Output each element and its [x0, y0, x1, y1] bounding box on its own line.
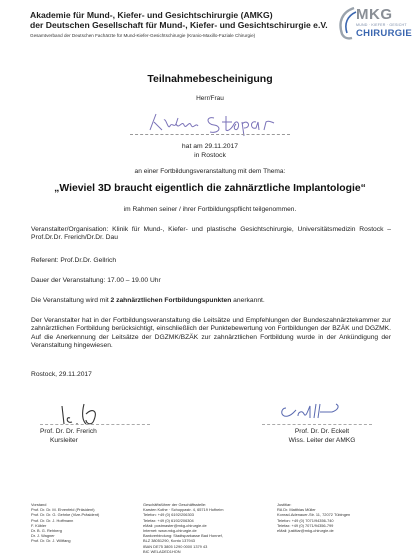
signature-line-right — [262, 424, 372, 425]
footer-line: BIC WELADED1HON — [143, 548, 181, 554]
footer-legal-column — [277, 502, 350, 533]
attendance-date: hat am 29.11.2017 — [181, 143, 239, 150]
logo-tagline: MUND · KIEFER · GESICHT — [356, 23, 407, 27]
letterhead-line-1: Akademie für Mund-, Kiefer- und Gesichtschirurgie (AMKG) — [30, 10, 273, 20]
footer-line: Dr. B. G. Rehberg — [31, 528, 62, 534]
points-suffix: anerkannt. — [231, 297, 265, 304]
footer-office-column — [143, 502, 223, 554]
footer-line: Telefon: +49 (0) 7071/94356-740 — [277, 517, 334, 523]
intro-text: an einer Fortbildungsveranstaltung mit dem Thema: — [134, 168, 286, 175]
letterhead-line-3: Gesamtverband der Deutschen Fachärzte für Mund-Kiefer-Gesichtschirurgie (Kranio-Maxillo-Faziale Chirurgie) — [30, 33, 256, 38]
event-theme: „Wieviel 3D braucht eigentlich die zahnärztliche Implantologie“ — [54, 183, 366, 194]
referent-text: Referent: Prof.Dr.Dr. Gellrich — [31, 257, 117, 264]
signatory-right-role: Wiss. Leiter der AMKG — [288, 436, 356, 444]
footer-line: Dr. J. Wagner — [31, 533, 55, 539]
footer-line: F. Kübler — [31, 522, 47, 528]
attendance-place: in Rostock — [194, 151, 226, 159]
signature-eckelt — [276, 398, 352, 422]
footer-line: IBAN DE75 3805 1290 0000 1379 43 — [143, 543, 208, 549]
footer-board-column — [31, 502, 99, 544]
footer-line: eMail: justitiar@mkg-chirurgie.de — [277, 528, 334, 534]
duration-text: Dauer der Veranstaltung: 17.00 – 19.00 Uhr — [31, 277, 161, 284]
signatory-left-role: Kursleiter — [50, 436, 78, 444]
organizer-text: Veranstalter/Organisation: Klinik für Mund-, Kiefer- und plastische Gesichtschirurgie, Universitätsmedizin Rostock – Prof.Dr.Dr. Frerich/Dr.Dr. Dau — [31, 226, 391, 242]
signatory-left-name: Prof. Dr. Dr. Frerich — [40, 428, 97, 435]
footer-line: Justitiar: — [277, 502, 292, 507]
footer-line: Telefax: +49 (0) 7071/94356-799 — [277, 522, 334, 528]
signatory-left — [40, 428, 150, 446]
footer-line: Konrad-Adenauer-Str. 11, 72072 Tübingen — [277, 512, 351, 518]
place-date: Rostock, 29.11.2017 — [31, 371, 92, 378]
footer-line: Prof. Dr. Dr. J. Wiltfang — [31, 538, 71, 544]
footer-line: Vorstand — [31, 502, 47, 507]
footer-line: Internet: www.mkg-chirurgie.de — [143, 528, 197, 534]
footer-line: Prof. Dr. Dr. J. Hoffmann — [31, 517, 74, 523]
guidelines-paragraph: Der Veranstalter hat in der Fortbildungsveranstaltung die Leitsätze und Empfehlungen der Bundeszahnärztekammer zur zahnärztlichen Fortbildung berücksichtigt, einschließlich der Punktebewertung von Fortbildungen der BZÄK und DGZMK. Auf die Anerkennung der Leitsätze der DGZMK/BZÄK zur zahnärztlichen Fortbildung wurde in der Ankündigung der Veranstaltung hingewiesen. — [31, 317, 391, 350]
certificate-title: Teilnahmebescheinigung — [147, 73, 273, 85]
footer-line: Telefon: +49 (0) 6192/206303 — [143, 512, 194, 518]
footer-line: RA Dr. Matthias Müller — [277, 507, 316, 513]
points-prefix: Die Veranstaltung wird mit — [31, 297, 111, 304]
logo-mkg-text: MKG — [356, 6, 393, 23]
footer-line: Prof. Dr. Dr. G. Gehrke (Vize-Präsident) — [31, 512, 100, 518]
footer-line: Prof. Dr. Dr. M. Ehrenfeld (Präsident) — [31, 507, 95, 513]
signatory-right-name: Prof. Dr. Dr. Eckelt — [294, 428, 350, 435]
points-bold: 2 zahnärztlichen Fortbildungspunkten — [110, 297, 232, 304]
footer-line: BLZ 38051290, Konto 137943 — [143, 538, 195, 544]
footer-line: Karsten Kothe · Schoppastr. 4, 65719 Hofheim — [143, 507, 224, 513]
letterhead — [30, 10, 330, 39]
obligation-text: im Rahmen seiner / ihrer Fortbildungspflicht teilgenommen. — [123, 206, 297, 213]
footer — [31, 502, 391, 552]
signature-line-left — [40, 424, 150, 425]
signatory-right — [262, 428, 382, 446]
mkg-logo — [336, 6, 413, 44]
name-dotted-line — [130, 134, 290, 135]
letterhead-line-2: der Deutschen Gesellschaft für Mund-, Kiefer- und Gesichtschirurgie e.V. — [30, 20, 328, 30]
attendance-date-block — [0, 143, 420, 160]
footer-line: Geschäftsführer der Geschäftsstelle: — [143, 502, 207, 507]
footer-line: Telefax: +49 (0) 6192/206304 — [143, 517, 194, 523]
footer-line: eMail: postmaster@mkg-chirurgie.de — [143, 522, 207, 528]
salutation: Herr/Frau — [196, 95, 224, 102]
footer-line: Bankverbindung: Stadtsparkasse Bad Honnef, — [143, 533, 223, 539]
logo-chirurgie-text: CHIRURGIE — [356, 28, 413, 39]
signature-frerich — [56, 398, 126, 432]
points-text — [31, 297, 391, 305]
